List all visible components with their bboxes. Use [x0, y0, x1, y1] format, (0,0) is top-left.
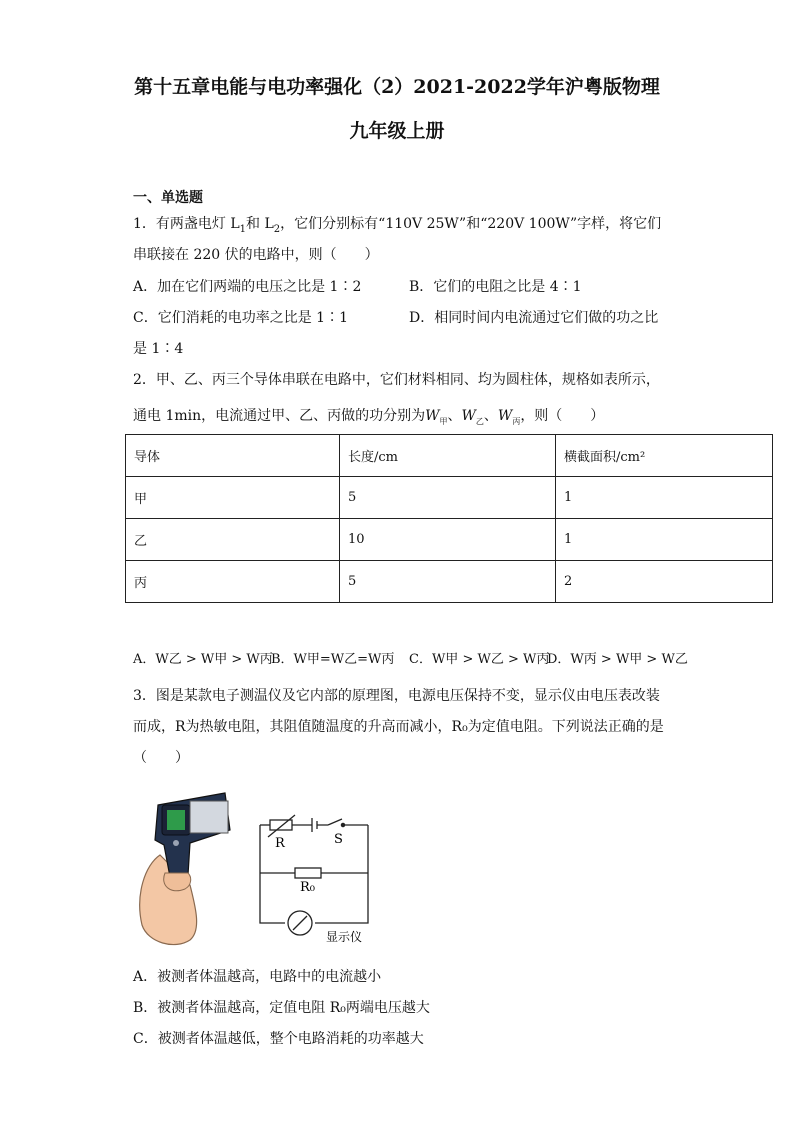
table-row: [126, 519, 773, 561]
q3-stem-line3: （ ）: [133, 750, 189, 766]
circuit-diagram: [260, 815, 368, 935]
q1-option-a[interactable]: A．加在它们两端的电压之比是 1∶2: [133, 279, 362, 295]
thermometer-circuit-figure: [130, 785, 380, 950]
q1-option-d[interactable]: D．相同时间内电流通过它们做的功之比: [409, 310, 659, 326]
table-row: [126, 561, 773, 603]
q1-stem-line2: 串联接在 220 伏的电路中，则（ ）: [133, 247, 379, 263]
table-cell: 5: [340, 561, 556, 603]
q3-option-b[interactable]: B．被测者体温越高，定值电阻 R₀两端电压越大: [133, 1000, 430, 1016]
table-cell: 5: [340, 477, 556, 519]
table-cell: 甲: [126, 477, 340, 519]
spec-table: [125, 434, 773, 603]
page-title: 第十五章电能与电功率强化（2）2021-2022学年沪粤版物理: [134, 76, 660, 98]
table-header-row: [126, 435, 773, 477]
label-r0: R₀: [300, 880, 315, 895]
q2-option-c[interactable]: C．W甲 > W乙 > W丙: [409, 652, 550, 667]
q1-option-c[interactable]: C．它们消耗的电功率之比是 1∶1: [133, 310, 348, 326]
table-cell: 1: [556, 519, 773, 561]
table-row: [126, 477, 773, 519]
table-cell: 2: [556, 561, 773, 603]
q3-option-a[interactable]: A．被测者体温越高，电路中的电流越小: [133, 969, 382, 985]
label-display: 显示仪: [326, 930, 363, 944]
table-cell: 10: [340, 519, 556, 561]
q2-stem: 2．甲、乙、丙三个导体串联在电路中，它们材料相同、均为圆柱体，规格如表所示，: [133, 372, 660, 388]
label-r: R: [275, 836, 285, 851]
q3-stem: 3．图是某款电子测温仪及它内部的原理图，电源电压保持不变，显示仪由电压表改装: [133, 688, 660, 704]
table-header-cell: 长度/cm: [340, 435, 556, 477]
q1-option-b[interactable]: B．它们的电阻之比是 4∶1: [409, 279, 582, 295]
q2-option-b[interactable]: B．W甲=W乙=W丙: [271, 652, 395, 667]
q2-option-a[interactable]: A．W乙 > W甲 > W丙: [133, 652, 273, 667]
table-cell: 1: [556, 477, 773, 519]
q3-option-c[interactable]: C．被测者体温越低，整个电路消耗的功率越大: [133, 1031, 424, 1047]
table-header-cell: 横截面积/cm²: [556, 435, 773, 477]
thermistor-icon: [270, 820, 292, 830]
q1-option-d-cont: 是 1∶4: [133, 341, 184, 357]
table-cell: 丙: [126, 561, 340, 603]
q1-stem: 1．有两盏电灯 $L_1$和 $L_2$，它们分别标有“110V 25W”和“220V 100W”字样，将它们: [133, 216, 662, 235]
resistor-r0-icon: [295, 868, 321, 878]
page-subtitle: 九年级上册: [349, 120, 445, 142]
battery-icon: [312, 818, 317, 832]
q2-option-d[interactable]: D．W丙 > W甲 > W乙: [547, 652, 688, 667]
q3-stem-line2: 而成，R为热敏电阻，其阻值随温度的升高而减小，R₀为定值电阻。下列说法正确的是: [133, 719, 664, 735]
table-cell: 乙: [126, 519, 340, 561]
q2-stem-line2: 通电 1min，电流通过甲、乙、丙做的功分别为$W_甲$、$W_乙$、$W_丙$，则（ ）: [133, 408, 605, 426]
table-header-cell: 导体: [126, 435, 340, 477]
section-heading: 一、单选题: [133, 190, 203, 206]
thermistor-arrow: [268, 815, 295, 837]
label-s: S: [334, 832, 343, 847]
